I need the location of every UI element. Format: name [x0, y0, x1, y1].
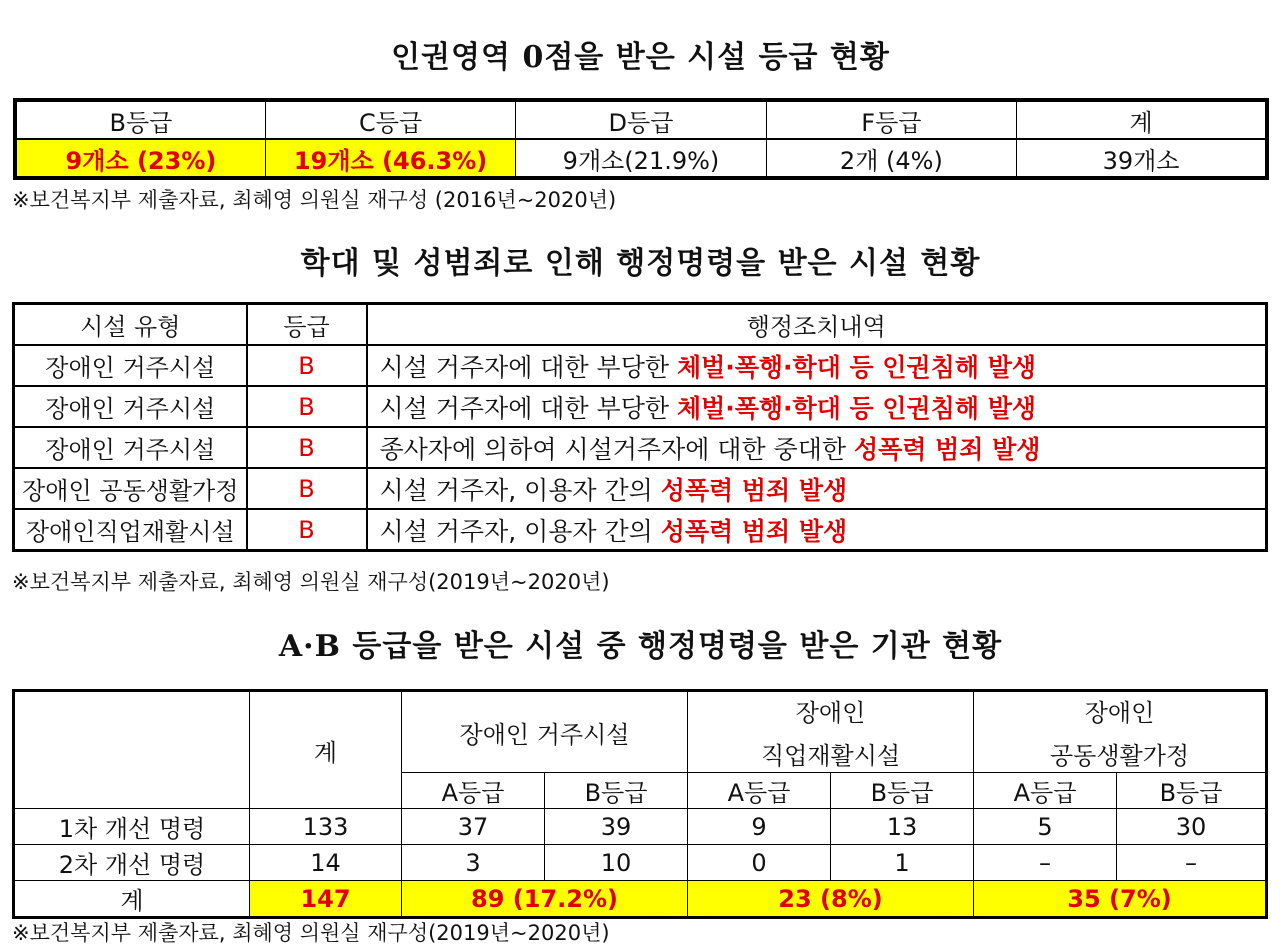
facility-type: 장애인 거주시설	[14, 386, 247, 427]
table-row	[14, 809, 1267, 845]
order-table	[12, 689, 1268, 919]
cell: 1	[831, 845, 974, 881]
header-d-grade: D등급	[516, 100, 766, 139]
facility-type: 장애인직업재활시설	[14, 509, 247, 551]
subheader-b-grade: B등급	[831, 773, 974, 809]
cell: 5	[974, 809, 1117, 845]
sum-total: 147	[250, 881, 402, 918]
grade-value: B	[247, 468, 367, 509]
action-text: 시설 거주자에 대한 부당한	[379, 393, 677, 423]
cell: 37	[402, 809, 545, 845]
header-f-grade: F등급	[766, 100, 1016, 139]
section2-title: 학대 및 성범죄로 인해 행정명령을 받은 시설 현황	[300, 246, 981, 281]
header-group-home	[974, 691, 1267, 773]
facility-type: 장애인 거주시설	[14, 427, 247, 468]
grade-value: B	[247, 509, 367, 551]
header-group-home-line2: 공동생활가정	[1049, 742, 1190, 770]
section3-title: A·B 등급을 받은 시설 중 행정명령을 받은 기관 현황	[278, 629, 1003, 664]
subheader-a-grade: A등급	[688, 773, 831, 809]
action-highlight: 체벌·폭행·학대 등 인권침해 발생	[676, 352, 1037, 382]
facility-type: 장애인 공동생활가정	[14, 468, 247, 509]
header-vocational	[688, 691, 974, 773]
value-total: 39개소	[1017, 139, 1267, 178]
grade-table	[13, 98, 1269, 180]
section3-note: ※보건복지부 제출자료, 최혜영 의원실 재구성(2019년~2020년)	[12, 921, 610, 945]
row-total: 14	[250, 845, 402, 881]
sum-label: 계	[14, 881, 250, 918]
action-text: 시설 거주자에 대한 부당한	[379, 352, 677, 382]
value-f-grade: 2개 (4%)	[766, 139, 1016, 178]
subheader-a-grade: A등급	[974, 773, 1117, 809]
section1-note: ※보건복지부 제출자료, 최혜영 의원실 재구성 (2016년~2020년)	[12, 188, 617, 212]
cell: 9	[688, 809, 831, 845]
action-description	[367, 509, 1267, 551]
table-row	[14, 509, 1267, 551]
header-total: 계	[250, 691, 402, 809]
header-residential: 장애인 거주시설	[402, 691, 688, 773]
order-table-header-row	[14, 691, 1267, 773]
action-description	[367, 427, 1267, 468]
cell: 30	[1117, 809, 1267, 845]
sanction-table	[12, 302, 1268, 552]
grade-value: B	[247, 427, 367, 468]
header-vocational-line1: 장애인	[795, 699, 866, 727]
header-b-grade: B등급	[15, 100, 265, 139]
action-description	[367, 386, 1267, 427]
row-label: 2차 개선 명령	[14, 845, 250, 881]
subheader-a-grade: A등급	[402, 773, 545, 809]
facility-type: 장애인 거주시설	[14, 345, 247, 386]
action-highlight: 성폭력 범죄 발생	[853, 434, 1041, 464]
cell: 13	[831, 809, 974, 845]
cell: 3	[402, 845, 545, 881]
header-vocational-line2: 직업재활시설	[760, 742, 901, 770]
grade-value: B	[247, 345, 367, 386]
table-row	[14, 468, 1267, 509]
grade-table-header-row	[15, 100, 1267, 139]
sum-row	[14, 881, 1267, 918]
action-description	[367, 345, 1267, 386]
row-total: 133	[250, 809, 402, 845]
action-highlight: 성폭력 범죄 발생	[660, 516, 848, 546]
header-action: 행정조치내역	[367, 304, 1267, 346]
table-row	[14, 345, 1267, 386]
action-text: 시설 거주자, 이용자 간의	[379, 516, 661, 546]
row-label: 1차 개선 명령	[14, 809, 250, 845]
subheader-b-grade: B등급	[1117, 773, 1267, 809]
cell: 39	[545, 809, 688, 845]
table-row	[14, 845, 1267, 881]
cell: –	[1117, 845, 1267, 881]
grade-table-value-row	[15, 139, 1267, 178]
sanction-table-header-row	[14, 304, 1267, 346]
cell: 10	[545, 845, 688, 881]
header-c-grade: C등급	[265, 100, 515, 139]
action-highlight: 성폭력 범죄 발생	[660, 475, 848, 505]
sum-vocational: 23 (8%)	[688, 881, 974, 918]
action-highlight: 체벌·폭행·학대 등 인권침해 발생	[676, 393, 1037, 423]
header-facility-type: 시설 유형	[14, 304, 247, 346]
value-d-grade: 9개소(21.9%)	[516, 139, 766, 178]
cell: 0	[688, 845, 831, 881]
action-text: 시설 거주자, 이용자 간의	[379, 475, 661, 505]
header-total: 계	[1017, 100, 1267, 139]
sum-group-home: 35 (7%)	[974, 881, 1267, 918]
table-row	[14, 427, 1267, 468]
action-text: 종사자에 의하여 시설거주자에 대한 중대한	[379, 434, 854, 464]
grade-value: B	[247, 386, 367, 427]
section2-note: ※보건복지부 제출자료, 최혜영 의원실 재구성(2019년~2020년)	[12, 570, 610, 594]
cell: –	[974, 845, 1117, 881]
value-b-grade: 9개소 (23%)	[15, 139, 265, 178]
header-grade: 등급	[247, 304, 367, 346]
section1-title: 인권영역 0점을 받은 시설 등급 현황	[391, 40, 890, 75]
action-description	[367, 468, 1267, 509]
value-c-grade: 19개소 (46.3%)	[265, 139, 515, 178]
subheader-b-grade: B등급	[545, 773, 688, 809]
header-group-home-line1: 장애인	[1084, 699, 1155, 727]
sum-residential: 89 (17.2%)	[402, 881, 688, 918]
header-empty	[14, 691, 250, 809]
table-row	[14, 386, 1267, 427]
